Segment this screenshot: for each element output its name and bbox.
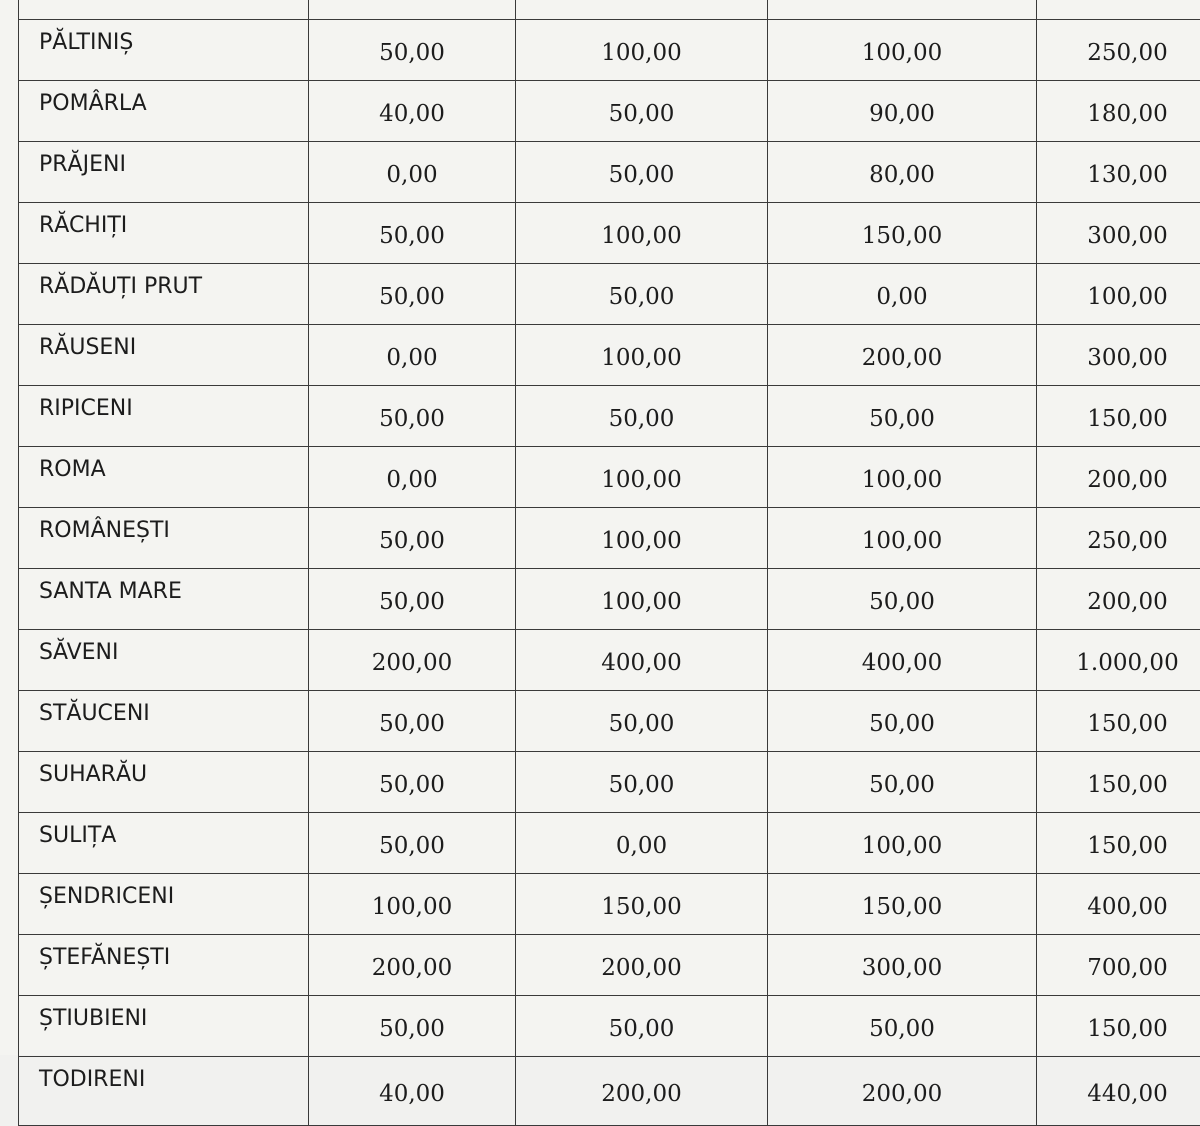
- amount-value: 100,00: [309, 874, 516, 935]
- amount-value: 400,00: [516, 630, 768, 691]
- amount-value: 50,00: [309, 20, 516, 81]
- total-value: 150,00: [1037, 386, 1200, 447]
- locality-name: ROMÂNEȘTI: [19, 508, 309, 569]
- total-value: 300,00: [1037, 325, 1200, 386]
- locality-name: SANTA MARE: [19, 569, 309, 630]
- table-row: [19, 752, 1200, 813]
- total-value: 1.000,00: [1037, 630, 1200, 691]
- amount-value: 200,00: [516, 935, 768, 996]
- locality-name: SUHARĂU: [19, 752, 309, 813]
- total-value: 440,00: [1037, 1057, 1200, 1126]
- amount-value: 50,00: [309, 203, 516, 264]
- table-row: [19, 508, 1200, 569]
- amount-value: 200,00: [768, 325, 1037, 386]
- amount-value: 50,00: [516, 264, 768, 325]
- amount-value: 50,00: [309, 752, 516, 813]
- locality-name: ȘTEFĂNEȘTI: [19, 935, 309, 996]
- amount-value: 0,00: [309, 325, 516, 386]
- table-row-clipped: [19, 0, 1200, 20]
- amount-value: 40,00: [309, 81, 516, 142]
- amount-value: 40,00: [309, 1057, 516, 1126]
- locality-name: ȘTIUBIENI: [19, 996, 309, 1057]
- total-value: 200,00: [1037, 569, 1200, 630]
- amount-value: 50,00: [309, 264, 516, 325]
- amount-value: 200,00: [516, 1057, 768, 1126]
- locality-name: SULIȚA: [19, 813, 309, 874]
- table-row: [19, 203, 1200, 264]
- amount-value: 50,00: [516, 691, 768, 752]
- table-row: [19, 142, 1200, 203]
- locality-name: RĂDĂUȚI PRUT: [19, 264, 309, 325]
- amount-value: 50,00: [309, 386, 516, 447]
- table-row: [19, 569, 1200, 630]
- amount-value: 50,00: [309, 996, 516, 1057]
- table-row: [19, 630, 1200, 691]
- amount-value: 100,00: [516, 447, 768, 508]
- table-row: [19, 874, 1200, 935]
- amount-value: 100,00: [516, 203, 768, 264]
- total-value: 180,00: [1037, 81, 1200, 142]
- total-value: 300,00: [1037, 203, 1200, 264]
- total-value: 250,00: [1037, 20, 1200, 81]
- amount-value: 50,00: [768, 752, 1037, 813]
- amount-value: 0,00: [516, 813, 768, 874]
- locality-name: PĂLTINIȘ: [19, 20, 309, 81]
- table-cell: [1037, 0, 1200, 20]
- amount-value: 50,00: [309, 691, 516, 752]
- amount-value: 200,00: [309, 935, 516, 996]
- amount-value: 100,00: [516, 20, 768, 81]
- locality-name: POMÂRLA: [19, 81, 309, 142]
- amount-value: 50,00: [516, 81, 768, 142]
- table-row: [19, 264, 1200, 325]
- locality-name: TODIRENI: [19, 1057, 309, 1126]
- amount-value: 50,00: [768, 996, 1037, 1057]
- amount-value: 150,00: [516, 874, 768, 935]
- table-body: [19, 0, 1200, 1126]
- amount-value: 100,00: [768, 508, 1037, 569]
- table-cell: [516, 0, 768, 20]
- amount-value: 100,00: [516, 325, 768, 386]
- total-value: 150,00: [1037, 813, 1200, 874]
- amount-value: 50,00: [516, 386, 768, 447]
- amount-value: 100,00: [768, 20, 1037, 81]
- locality-name: RIPICENI: [19, 386, 309, 447]
- table-cell: [309, 0, 516, 20]
- total-value: 150,00: [1037, 752, 1200, 813]
- total-value: 150,00: [1037, 691, 1200, 752]
- table-row: [19, 813, 1200, 874]
- amount-value: 50,00: [516, 142, 768, 203]
- amount-value: 100,00: [516, 569, 768, 630]
- amount-value: 200,00: [768, 1057, 1037, 1126]
- table-row: [19, 996, 1200, 1057]
- total-value: 250,00: [1037, 508, 1200, 569]
- total-value: 130,00: [1037, 142, 1200, 203]
- amount-value: 300,00: [768, 935, 1037, 996]
- amount-value: 50,00: [309, 569, 516, 630]
- amount-value: 50,00: [516, 752, 768, 813]
- amount-value: 0,00: [309, 447, 516, 508]
- amount-value: 150,00: [768, 874, 1037, 935]
- locality-name: ȘENDRICENI: [19, 874, 309, 935]
- amount-value: 50,00: [768, 386, 1037, 447]
- table-row: [19, 447, 1200, 508]
- table-row: [19, 81, 1200, 142]
- locality-name: RĂUSENI: [19, 325, 309, 386]
- amount-value: 100,00: [516, 508, 768, 569]
- amount-value: 50,00: [309, 813, 516, 874]
- amount-value: 400,00: [768, 630, 1037, 691]
- table-row: [19, 1057, 1200, 1126]
- amount-value: 0,00: [309, 142, 516, 203]
- total-value: 200,00: [1037, 447, 1200, 508]
- amount-value: 200,00: [309, 630, 516, 691]
- total-value: 400,00: [1037, 874, 1200, 935]
- amount-value: 50,00: [309, 508, 516, 569]
- table-cell: [19, 0, 309, 20]
- amount-value: 0,00: [768, 264, 1037, 325]
- total-value: 100,00: [1037, 264, 1200, 325]
- table-row: [19, 386, 1200, 447]
- table-row: [19, 20, 1200, 81]
- table-row: [19, 691, 1200, 752]
- total-value: 700,00: [1037, 935, 1200, 996]
- locality-name: PRĂJENI: [19, 142, 309, 203]
- amount-value: 50,00: [516, 996, 768, 1057]
- allocation-table: [18, 0, 1200, 1126]
- table-cell: [768, 0, 1037, 20]
- amount-value: 50,00: [768, 569, 1037, 630]
- amount-value: 80,00: [768, 142, 1037, 203]
- amount-value: 50,00: [768, 691, 1037, 752]
- locality-name: STĂUCENI: [19, 691, 309, 752]
- amount-value: 100,00: [768, 813, 1037, 874]
- locality-name: RĂCHIȚI: [19, 203, 309, 264]
- amount-value: 150,00: [768, 203, 1037, 264]
- total-value: 150,00: [1037, 996, 1200, 1057]
- amount-value: 100,00: [768, 447, 1037, 508]
- table-row: [19, 325, 1200, 386]
- amount-value: 90,00: [768, 81, 1037, 142]
- table-row: [19, 935, 1200, 996]
- locality-name: ROMA: [19, 447, 309, 508]
- locality-name: SĂVENI: [19, 630, 309, 691]
